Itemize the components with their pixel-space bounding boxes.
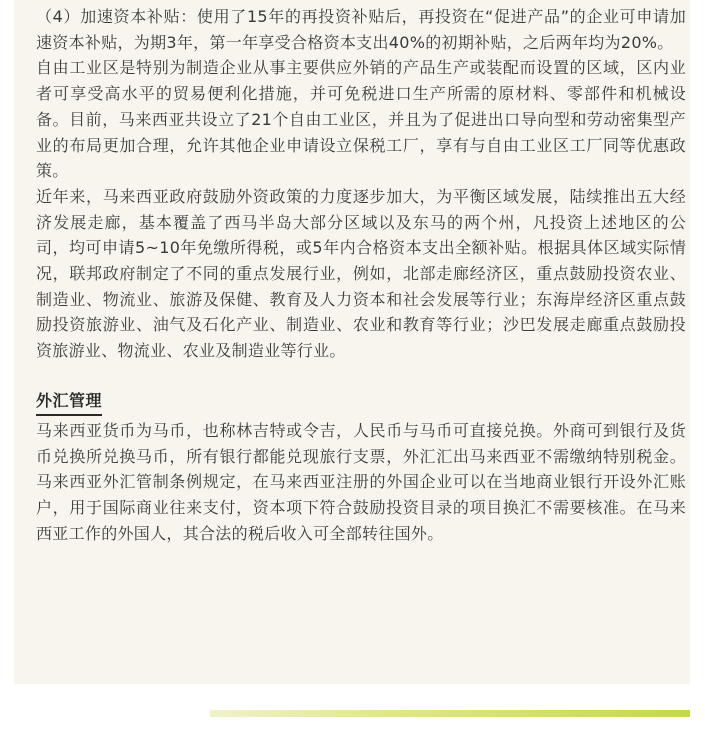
paragraph-free-industrial-zone: 自由工业区是特别为制造企业从事主要供应外销的产品生产或装配而设置的区域，区内业者可享受高水平的贸易便利化措施，并可免税进口生产所需的原材料、零部件和机械设备。目前，马来西亚共设立了21个自由工业区，并且为了促进出口导向型和劳动密集型产业的布局更加合理，允许其他企业申请设立保税工厂，享有与自由工业区工厂同等优惠政策。	[36, 58, 686, 181]
section-title-forex: 外汇管理	[36, 389, 102, 416]
article-content	[36, 4, 686, 546]
paragraph-economic-corridors: 近年来，马来西亚政府鼓励外资政策的力度逐步加大，为平衡区域发展，陆续推出五大经济发展走廊，基本覆盖了西马半岛大部分区域以及东马的两个州，凡投资上述地区的公司，均可申请5~10年免缴所得税，或5年内合格资本支出全额补贴。根据具体区域实际情况，联邦政府制定了不同的重点发展行业，例如，北部走廊经济区，重点鼓励投资农业、制造业、物流业、旅游及保健、教育及人力资本和社会发展等行业；东海岸经济区重点鼓励投资旅游业、油气及石化产业、制造业、农业和教育等行业；沙巴发展走廊重点鼓励投资旅游业、物流业、农业及制造业等行业。	[36, 186, 686, 361]
section-title-wrap	[36, 364, 686, 418]
decorative-divider-bar	[210, 710, 690, 717]
article-panel	[14, 0, 690, 684]
paragraph-forex-management: 马来西亚货币为马币，也称林吉特或令吉，人民币与马币可直接兑换。外商可到银行及货币兑换所兑换马币，所有银行都能兑现旅行支票，外汇汇出马来西亚不需缴纳特别税金。马来西亚外汇管制条例规定，在马来西亚注册的外国企业可以在当地商业银行开设外汇账户，用于国际商业往来支付，资本项下符合鼓励投资目录的项目换汇不需要核准。在马来西亚工作的外国人，其合法的税后收入可全部转往国外。	[36, 420, 686, 543]
paragraph-accelerated-capital-allowance: （4）加速资本补贴：使用了15年的再投资补贴后，再投资在“促进产品”的企业可申请加速资本补贴，为期3年，第一年享受合格资本支出40%的初期补贴，之后两年均为20%。	[36, 7, 686, 52]
